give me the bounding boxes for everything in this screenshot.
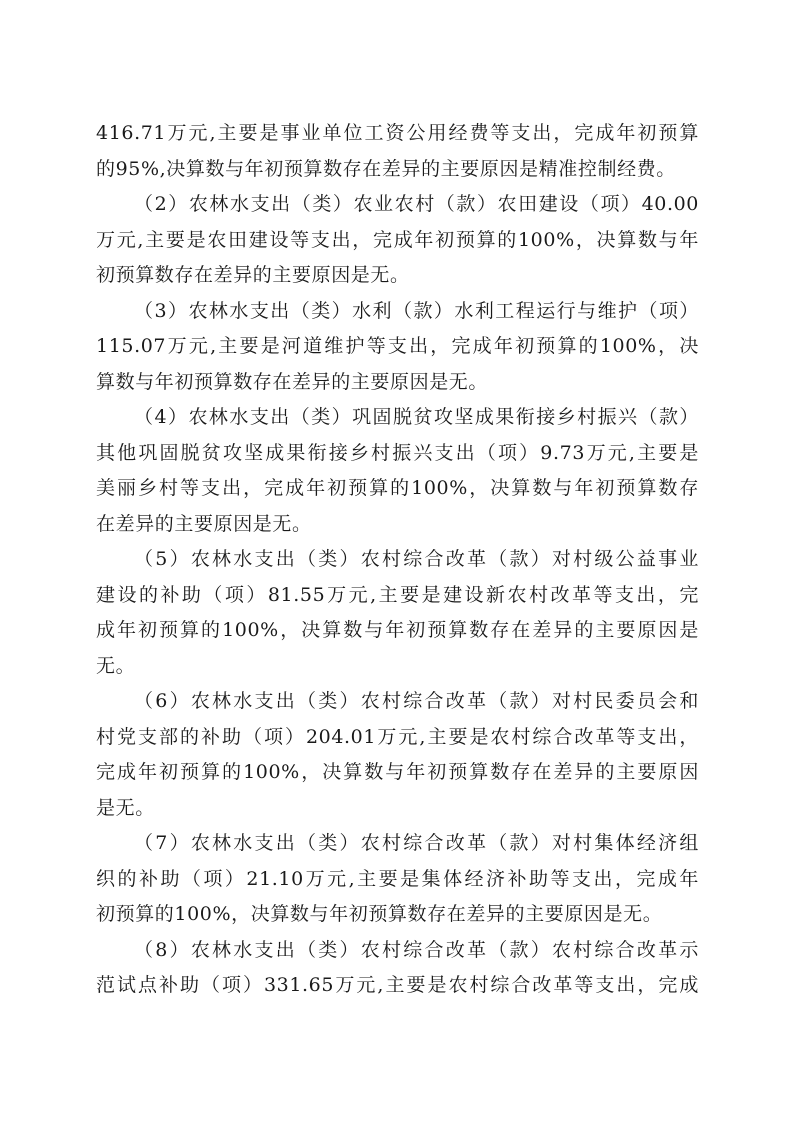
text-line: 初预算数存在差异的主要原因是无。 <box>96 264 410 286</box>
text-line: 其他巩固脱贫攻坚成果衔接乡村振兴支出（项）9.73万元,主要是 <box>96 441 699 464</box>
text-line: 村党支部的补助（项）204.01万元,主要是农村综合改革等支出， <box>96 725 699 748</box>
text-line: 建设的补助（项）81.55万元,主要是建设新农村改革等支出，完 <box>96 583 699 606</box>
text-line: 是无。 <box>96 796 155 819</box>
text-line: 成年初预算的100%，决算数与年初预算数存在差异的主要原因是 <box>96 619 699 641</box>
text-line: 万元,主要是农田建设等支出，完成年初预算的100%，决算数与年 <box>96 228 699 251</box>
paragraph-first-line: （4）农林水支出（类）巩固脱贫攻坚成果衔接乡村振兴（款） <box>134 406 699 428</box>
text-line: 416.71万元,主要是事业单位工资公用经费等支出，完成年初预算 <box>96 122 699 144</box>
paragraph-first-line: （6）农林水支出（类）农村综合改革（款）对村民委员会和 <box>134 690 699 712</box>
paragraph-first-line: （7）农林水支出（类）农村综合改革（款）对村集体经济组 <box>134 832 699 854</box>
paragraph-first-line: （8）农林水支出（类）农村综合改革（款）农村综合改革示 <box>134 938 699 961</box>
text-line: 美丽乡村等支出，完成年初预算的100%，决算数与年初预算数存 <box>96 477 699 499</box>
document-body <box>96 116 699 1004</box>
text-line: 算数与年初预算数存在差异的主要原因是无。 <box>96 370 489 393</box>
paragraph-first-line: （3）农林水支出（类）水利（款）水利工程运行与维护（项） <box>134 299 699 322</box>
text-line: 在差异的主要原因是无。 <box>96 512 312 535</box>
text-line: 初预算的100%，决算数与年初预算数存在差异的主要原因是无。 <box>96 903 663 925</box>
paragraph-first-line: （2）农林水支出（类）农业农村（款）农田建设（项）40.00 <box>134 193 699 215</box>
text-line: 无。 <box>96 654 136 677</box>
text-line: 115.07万元,主要是河道维护等支出，完成年初预算的100%，决 <box>96 335 699 357</box>
text-line: 完成年初预算的100%，决算数与年初预算数存在差异的主要原因 <box>96 761 699 783</box>
text-line: 范试点补助（项）331.65万元,主要是农村综合改革等支出，完成 <box>96 974 699 996</box>
paragraph-first-line: （5）农林水支出（类）农村综合改革（款）对村级公益事业 <box>134 548 699 570</box>
text-line: 的95%,决算数与年初预算数存在差异的主要原因是精准控制经费。 <box>96 157 676 180</box>
text-line: 织的补助（项）21.10万元,主要是集体经济补助等支出，完成年 <box>96 867 699 890</box>
